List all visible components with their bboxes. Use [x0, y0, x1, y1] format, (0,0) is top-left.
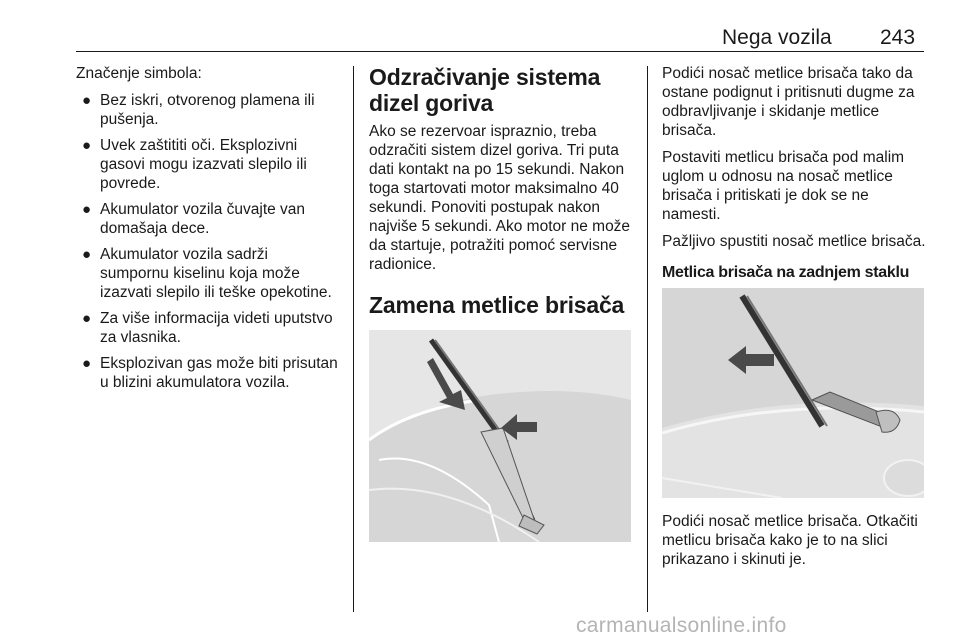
symbols-list: [76, 91, 338, 392]
header-rule: [76, 51, 924, 52]
bullet-icon: ●: [82, 246, 92, 263]
wiper-step-3: Pažljivo spustiti nosač metlice brisača.: [662, 233, 926, 250]
front-wiper-illustration: [369, 330, 631, 542]
bullet-icon: ●: [82, 355, 92, 372]
list-item: [76, 136, 338, 193]
list-item-text: Eksplozivan gas može biti prisutan u blizini akumulatora vozila.: [100, 355, 338, 391]
section-heading-wiper-replacement: Zamena metlice brisača: [369, 292, 625, 318]
diesel-bleed-text: Ako se rezervoar ispraznio, treba odzračiti sistem dizel goriva. Tri puta dati kontakt na po 15 sekundi. Nakon toga startovati motor maksimalno 40 sekundi. Ponoviti postupak nakon najviše 5 sekundi. Ako motor ne može da startuje, potražiti pomoć servisne radionice.: [369, 123, 631, 273]
bullet-icon: ●: [82, 137, 92, 154]
list-item: [76, 91, 338, 129]
page-number: 243: [880, 26, 916, 49]
running-title: Nega vozila: [722, 26, 832, 49]
column-divider-1: [353, 66, 354, 612]
list-item: [76, 309, 338, 347]
watermark: carmanualsonline.info: [576, 614, 787, 637]
wiper-step-2: Postaviti metlicu brisača pod malim uglom u odnosu na nosač metlice brisača i pritiskati je dok se ne namesti.: [662, 149, 905, 223]
list-item: [76, 200, 338, 238]
column-divider-2: [647, 66, 648, 612]
bullet-icon: ●: [82, 92, 92, 109]
list-item: [76, 354, 338, 392]
page-header: [0, 0, 960, 52]
column-middle: [369, 64, 633, 542]
section-heading-rear-wiper: Metlica brisača na zadnjem staklu: [662, 264, 910, 281]
list-item-text: Akumulator vozila čuvajte van domašaja dece.: [100, 201, 306, 237]
wiper-step-1: Podići nosač metlice brisača tako da ostane podignut i pritisnuti dugme za odbravljivanje i skidanje metlice brisača.: [662, 65, 915, 139]
bullet-icon: ●: [82, 201, 92, 218]
list-item-text: Za više informacija videti uputstvo za vlasnika.: [100, 310, 333, 346]
list-item-text: Bez iskri, otvorenog plamena ili pušenja.: [100, 92, 315, 128]
list-item-text: Uvek zaštititi oči. Eksplozivni gasovi mogu izazvati slepilo ili povrede.: [100, 137, 307, 192]
bullet-icon: ●: [82, 310, 92, 327]
symbols-intro: Značenje simbola:: [76, 65, 202, 82]
list-item: [76, 245, 338, 302]
column-left: [76, 64, 338, 399]
column-right: [662, 64, 926, 577]
list-item-text: Akumulator vozila sadrži sumpornu kiselinu koja može izazvati slepilo ili teške opekotine.: [100, 246, 332, 301]
rear-wiper-text: Podići nosač metlice brisača. Otkačiti metlicu brisača kako je to na slici prikazano i skinuti je.: [662, 513, 918, 568]
section-heading-diesel-bleed: Odzračivanje sistema dizel goriva: [369, 64, 601, 116]
rear-wiper-illustration: [662, 288, 924, 498]
